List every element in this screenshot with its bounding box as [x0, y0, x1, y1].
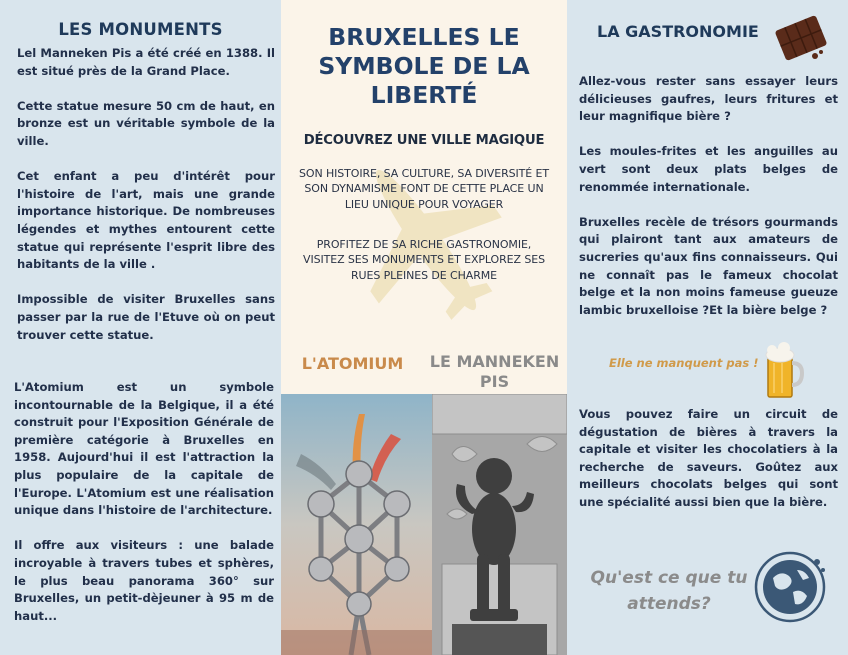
- intro-paragraph: SON HISTOIRE, SA CULTURE, SA DIVERSITÉ ET SON DYNAMISME FONT DE CETTE PLACE UN LIEU UNIQUE POUR VOYAGER: [299, 167, 549, 211]
- monuments-panel: [0, 0, 281, 655]
- gastronomie-heading: LA GASTRONOMIE: [597, 22, 759, 41]
- atomium-paragraph: L'Atomium est un symbole incontournable de la Belgique, il a été construit pour l'Exposition Générale de première catégorie à Bruxelles en 1958. Aujourd'hui il est l'attraction la plus populaire de la capitale de l'Europe. L'Atomium est une réalisation unique dans l'histoire de l'architecture.: [14, 380, 274, 518]
- atomium-label: L'ATOMIUM: [301, 354, 404, 373]
- chocolate-icon: [773, 12, 829, 64]
- monuments-paragraph: Impossible de visiter Bruxelles sans passer par la rue de l'Etuve où on peut trouver cette statue.: [17, 292, 275, 342]
- gastronomie-paragraph: Les moules-frites et les anguilles au vert sont deux plats belges de renommée internationale.: [579, 144, 838, 194]
- manneken-pis-image: [432, 394, 567, 655]
- page-title: BRUXELLES LE SYMBOLE DE LA LIBERTÉ: [318, 23, 530, 109]
- page-subtitle: DÉCOUVREZ UNE VILLE MAGIQUE: [303, 133, 545, 148]
- monuments-paragraph: Lel Manneken Pis a été créé en 1388. Il est situé près de la Grand Place.: [17, 46, 275, 78]
- atomium-text-block: [14, 379, 274, 643]
- monuments-paragraph: Cet enfant a peu d'intérêt pour l'histoire de l'art, mais une grande importance historique. De nombreuses légendes et mythes entourent cette statue qui représente l'esprit libre des habitants de la ville .: [17, 169, 275, 272]
- elle-note: Elle ne manquent pas !: [609, 356, 759, 370]
- atomium-image: [281, 394, 432, 655]
- monuments-paragraph: Cette statue mesure 50 cm de haut, en bronze est un véritable symbole de la ville.: [17, 98, 275, 148]
- degustation-paragraph: Vous pouvez faire un circuit de dégustation de bières à travers la capitale et visiter les chocolatiers à la recherche de saveurs. Goûtez aux meilleurs chocolats belges qui sont une spécialité aussi bien que la bière.: [579, 407, 838, 509]
- manneken-label: LE MANNEKEN PIS: [429, 352, 560, 391]
- gastronomie-paragraph: Bruxelles recèle de trésors gourmands qui plairont tant aux amateurs de sucreries qu'aux fins connaisseurs. Qui ne connaît pas le fameux chocolat belge et la non moins fameuse gueuze lambic bruxelloise ?Et la bière belge ?: [579, 214, 838, 317]
- gastronomie-paragraph: Allez-vous rester sans essayer leurs délicieuses gaufres, leurs fritures et leur magnifique bière ?: [579, 74, 838, 124]
- gastronomie-text-block: [579, 73, 838, 337]
- atomium-paragraph: Il offre aux visiteurs : une balade incroyable à travers tubes et sphères, le plus beau panorama 360° sur Bruxelles, un petit-dèjeuner à 95 m de haut...: [14, 538, 274, 623]
- center-panel: [281, 0, 567, 655]
- gastronomie-panel: [567, 0, 848, 655]
- beer-mug-icon: [762, 341, 804, 401]
- globe-icon: [751, 548, 829, 626]
- monuments-text-block: [17, 45, 275, 362]
- monuments-heading: LES MONUMENTS: [58, 20, 223, 39]
- intro-paragraph: PROFITEZ DE SA RICHE GASTRONOMIE, VISITEZ SES MONUMENTS ET EXPLOREZ SES RUES PLEINES DE CHARME: [303, 238, 545, 282]
- closing-question: Qu'est ce que tu attends?: [590, 568, 748, 614]
